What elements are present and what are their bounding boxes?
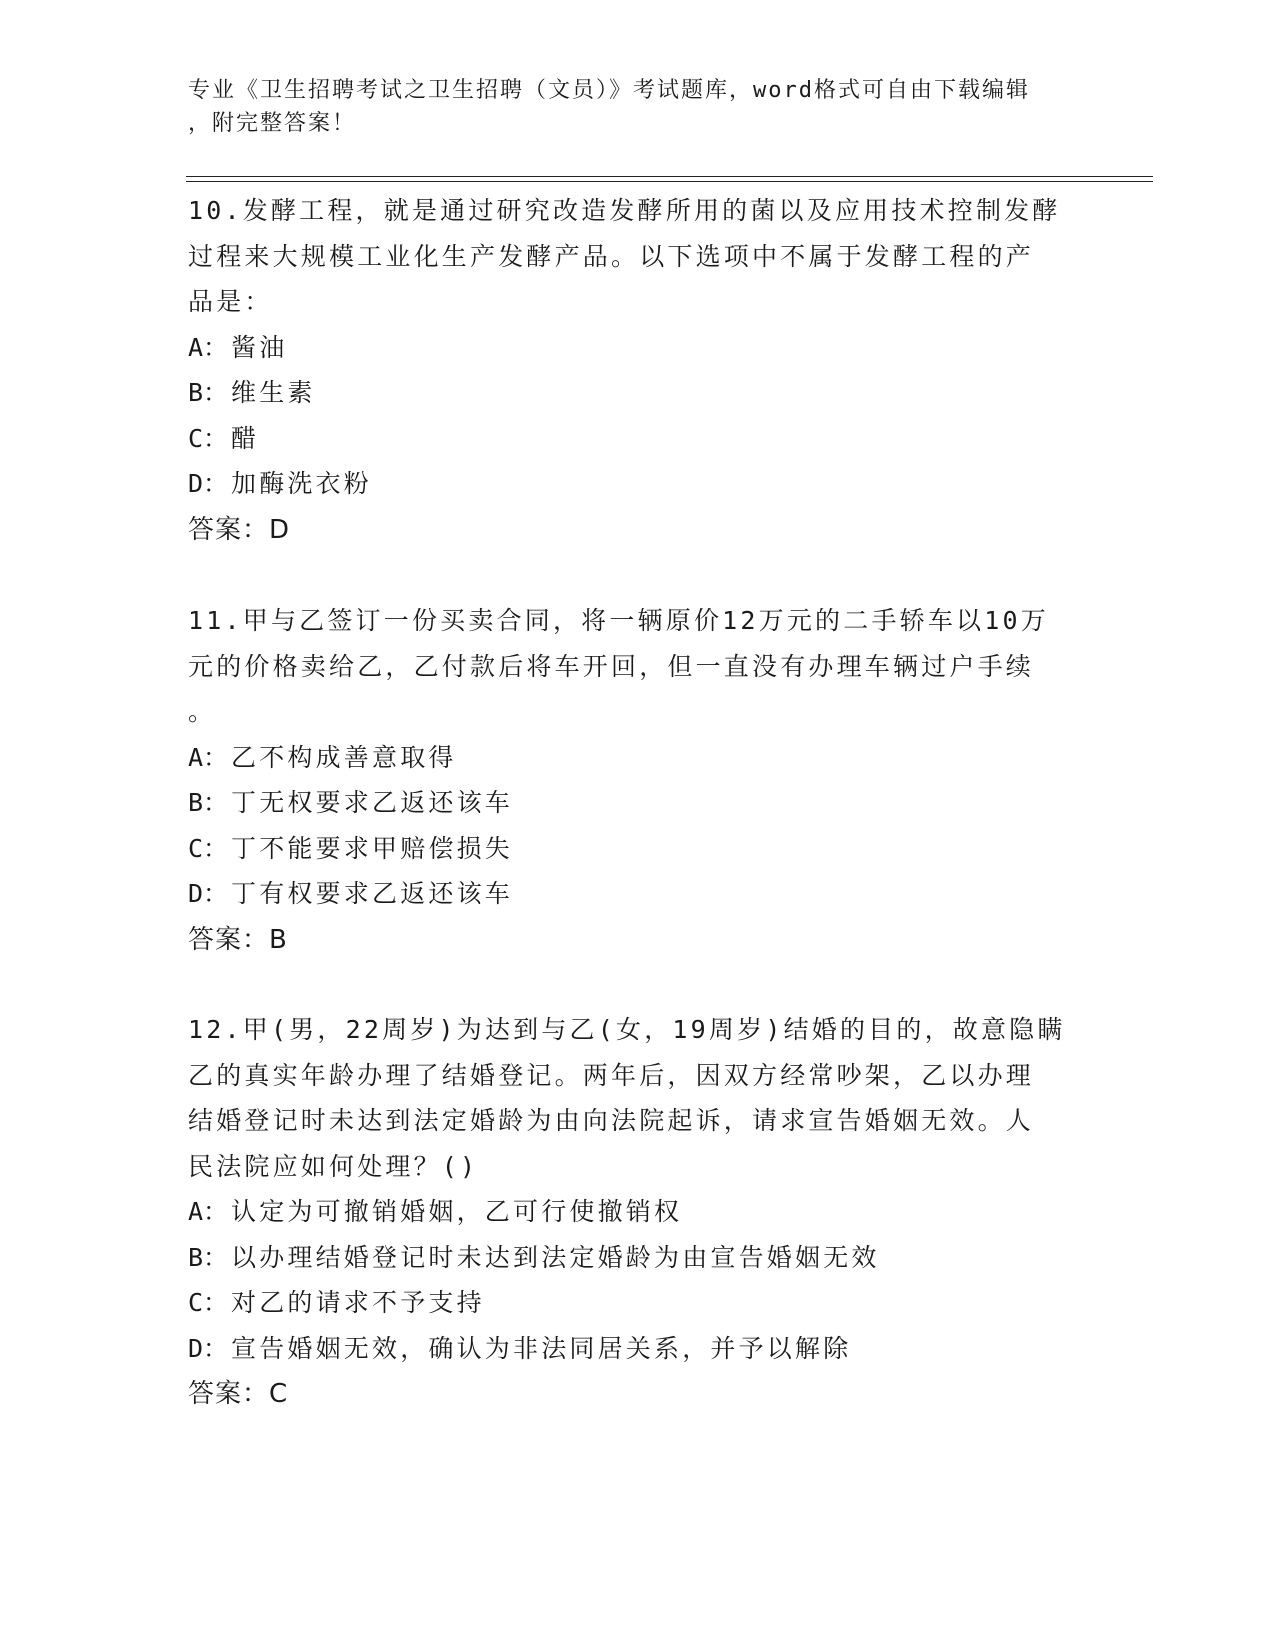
answer-line: 答案：D: [188, 514, 291, 545]
option-letter: D：: [188, 469, 229, 498]
option-letter: A：: [188, 1197, 229, 1226]
question-stem-line: 乙的真实年龄办理了结婚登记。两年后，因双方经常吵架，乙以办理: [188, 1060, 1035, 1090]
question-stem-line: 元的价格卖给乙，乙付款后将车开回，但一直没有办理车辆过户手续: [188, 651, 1035, 681]
question-stem-line: 过程来大规模工业化生产发酵产品。以下选项中不属于发酵工程的产: [188, 241, 1035, 271]
answer-line: 答案：C: [188, 1379, 289, 1409]
question-stem-line: 。: [188, 697, 217, 726]
question-stem-line: 民法院应如何处理？(): [188, 1151, 479, 1181]
option-text: 丁有权要求乙返还该车: [231, 879, 514, 908]
option-text: 加酶洗衣粉: [231, 469, 373, 498]
option-text: 维生素: [231, 378, 316, 407]
option-text: 丁无权要求乙返还该车: [231, 788, 514, 817]
header-divider-bottom: [186, 181, 1153, 182]
question-12: [188, 1007, 1078, 1417]
option-a: [188, 735, 1078, 781]
header-line-2: ，附完整答案！: [188, 111, 357, 136]
question-stem-line: 11.甲与乙签订一份买卖合同，将一辆原价12万元的二手轿车以10万: [188, 606, 1049, 635]
question-stem-line: 结婚登记时未达到法定婚龄为由向法院起诉，请求宣告婚姻无效。人: [188, 1106, 1035, 1135]
option-a: [188, 325, 1078, 371]
question-stem-line: 12.甲(男，22周岁)为达到与乙(女，19周岁)结婚的目的，故意隐瞒: [188, 1015, 1066, 1044]
option-letter: B：: [188, 788, 229, 817]
header-line-1: 专业《卫生招聘考试之卫生招聘（文员）》考试题库，word格式可自由下载编辑: [188, 78, 1030, 103]
option-c: [188, 1280, 1078, 1326]
option-letter: A：: [188, 742, 229, 772]
question-stem-line: 品是：: [188, 287, 273, 316]
option-letter: C：: [188, 833, 229, 863]
answer-line: 答案：B: [188, 924, 288, 955]
option-text: 醋: [231, 423, 260, 453]
option-d: [188, 461, 1078, 507]
question-stem-line: 10.发酵工程，就是通过研究改造发酵所用的菌以及应用技术控制发酵: [188, 196, 1061, 225]
option-b: [188, 370, 1078, 416]
header-divider-top: [186, 176, 1153, 177]
option-d: [188, 871, 1078, 917]
option-d: [188, 1326, 1078, 1372]
option-letter: B：: [188, 1242, 229, 1272]
option-a: [188, 1189, 1078, 1235]
question-10: [188, 188, 1078, 553]
option-text: 乙不构成善意取得: [231, 742, 457, 772]
option-text: 认定为可撤销婚姻，乙可行使撤销权: [231, 1197, 683, 1226]
document-header: [188, 74, 1068, 140]
option-letter: C：: [188, 423, 229, 453]
question-11: [188, 598, 1078, 963]
option-letter: D：: [188, 1333, 229, 1363]
option-b: [188, 780, 1078, 826]
option-text: 丁不能要求甲赔偿损失: [231, 833, 514, 863]
option-letter: A：: [188, 332, 229, 362]
option-text: 对乙的请求不予支持: [231, 1288, 485, 1317]
option-text: 宣告婚姻无效，确认为非法同居关系，并予以解除: [231, 1333, 852, 1363]
option-text: 以办理结婚登记时未达到法定婚龄为由宣告婚姻无效: [231, 1242, 880, 1272]
option-c: [188, 826, 1078, 872]
option-letter: B：: [188, 378, 229, 407]
option-letter: C：: [188, 1288, 229, 1317]
option-c: [188, 416, 1078, 462]
option-text: 酱油: [231, 332, 288, 362]
option-b: [188, 1235, 1078, 1281]
option-letter: D：: [188, 879, 229, 908]
